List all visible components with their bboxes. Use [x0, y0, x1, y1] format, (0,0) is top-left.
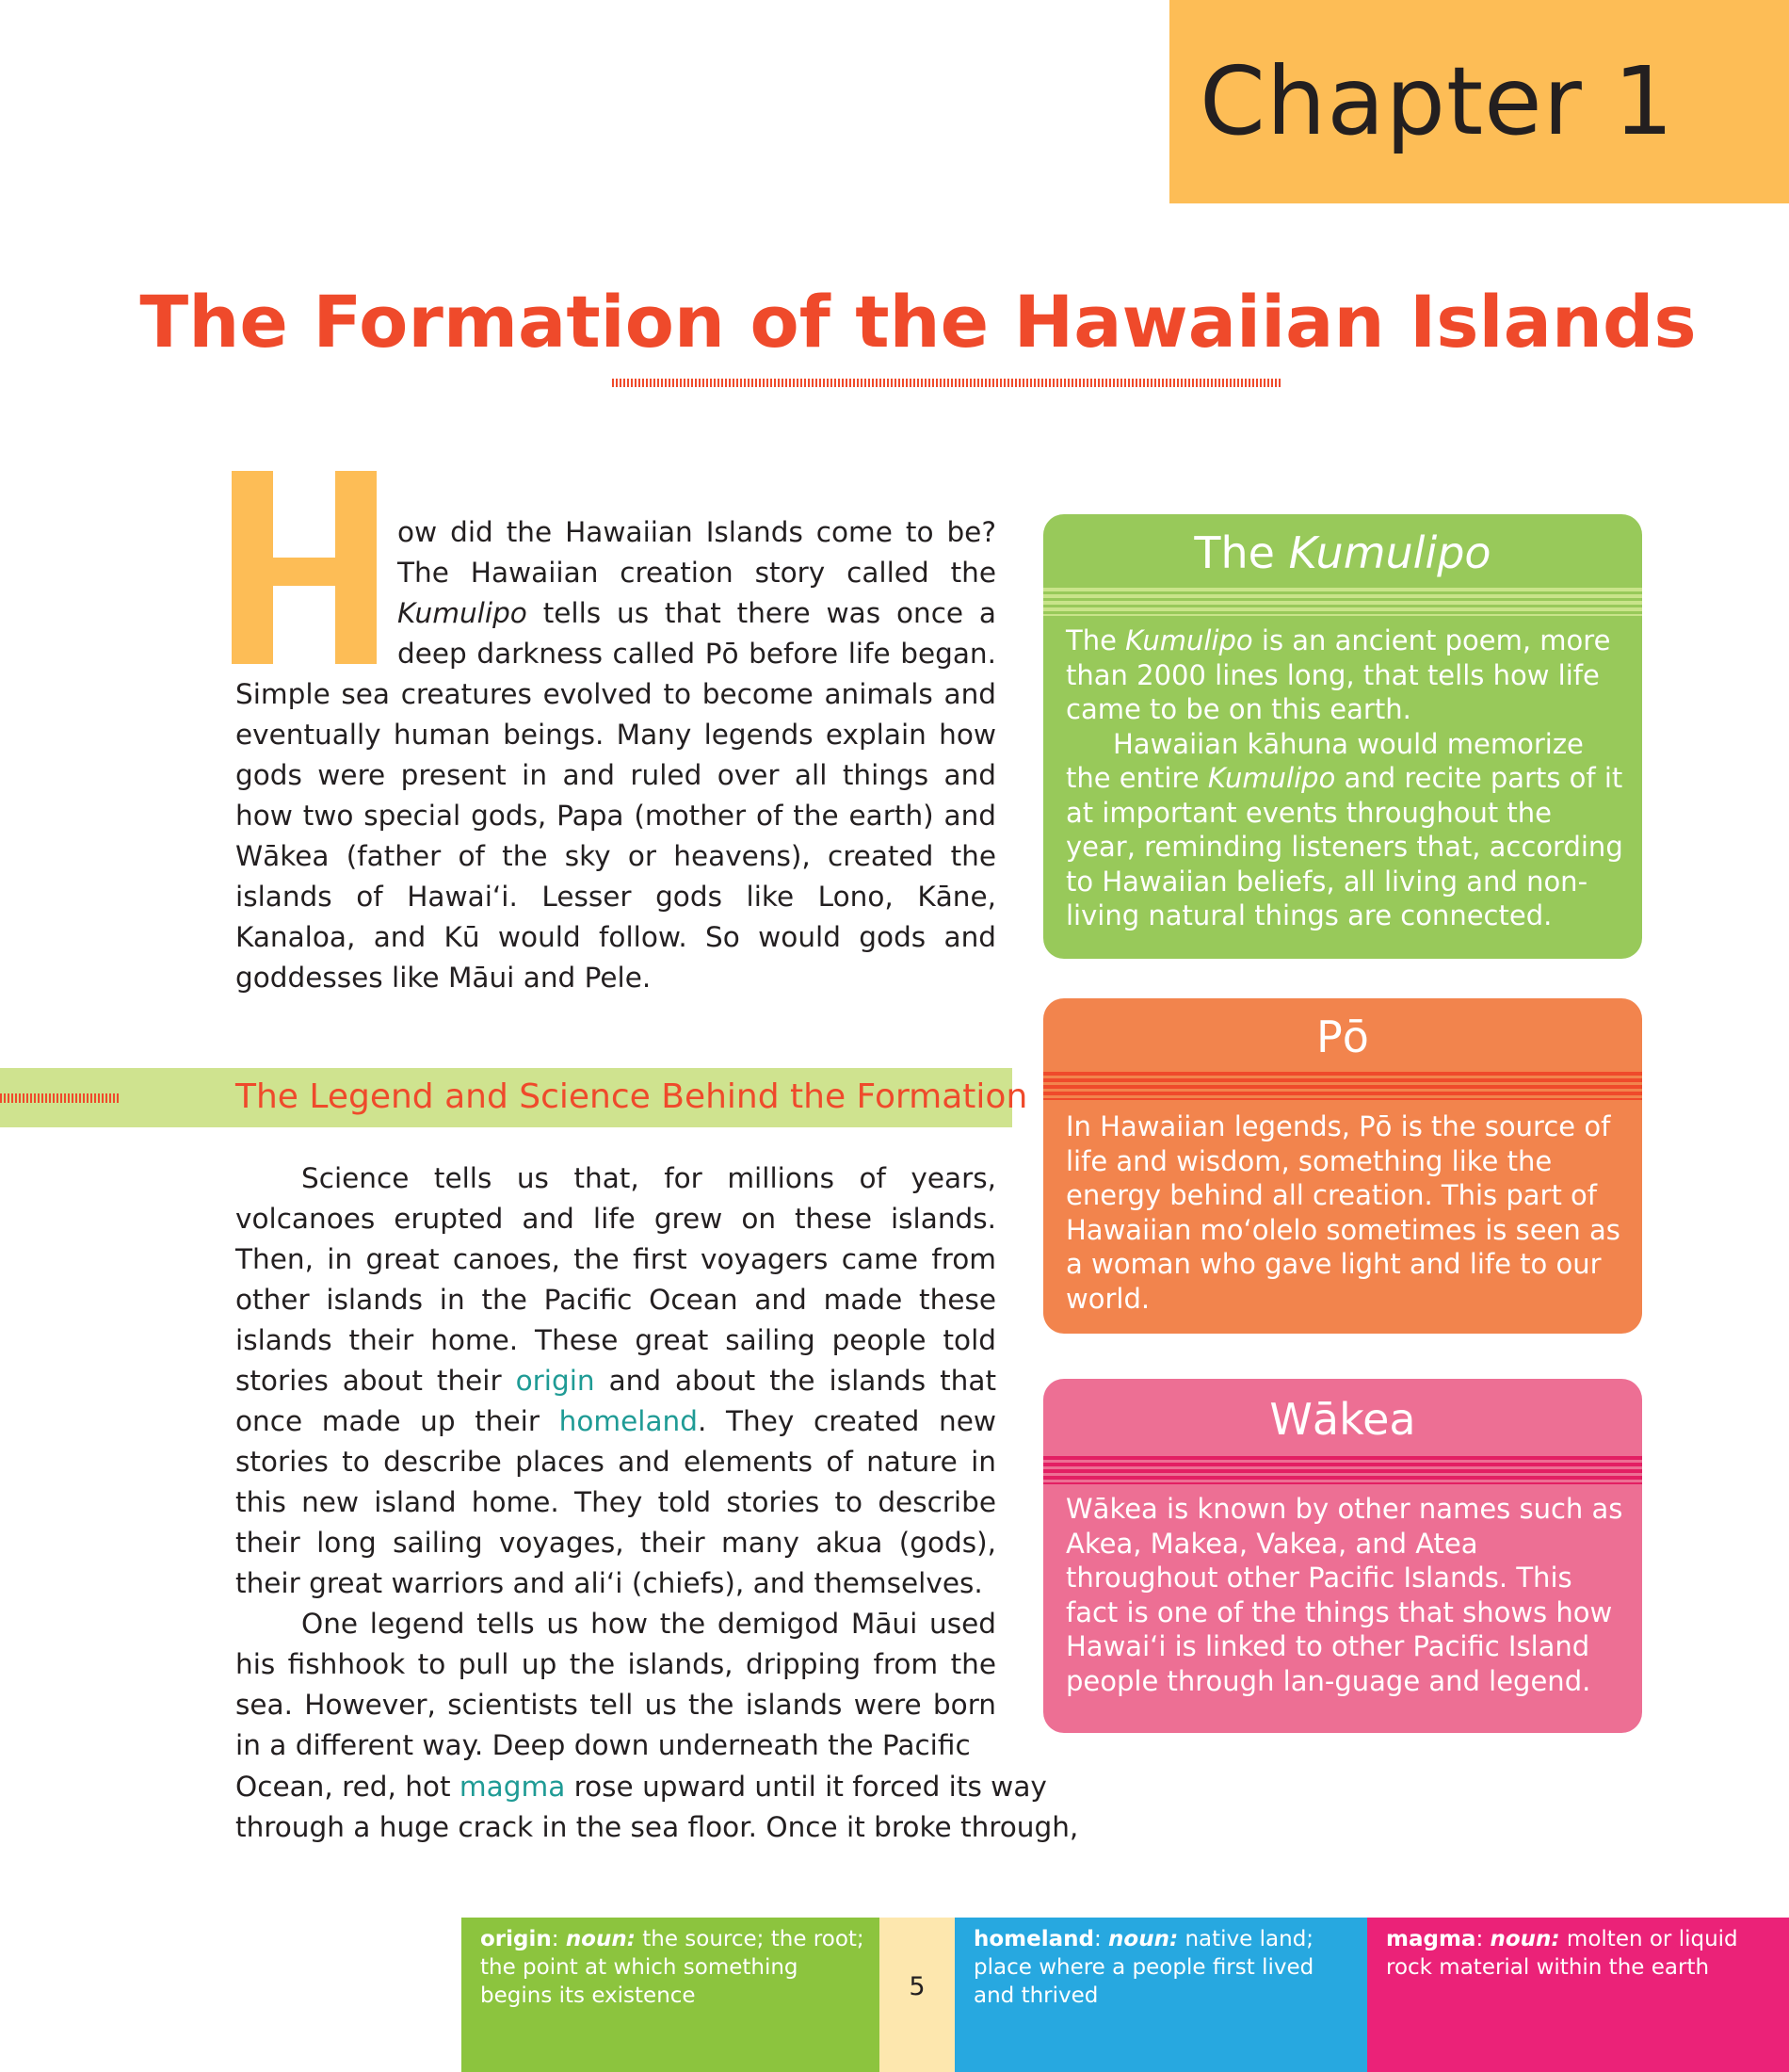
- intro-italic: Kumulipo: [397, 597, 527, 629]
- intro-text-rest: tells us that there was once a deep darkness called Pō before life began. Simple sea creatures evolved to become animals and eventually human beings. Many legends explain how gods were present in and ruled over all things and how two special gods, Papa (mother of the earth) and Wākea (father of the sky or heavens), created the islands of Hawaiʻi. Lesser gods like Lono, Kāne, Kanaloa, and Kū would follow. So would gods and goddesses like Māui and Pele.: [235, 597, 996, 994]
- sidebar-stripes: [1043, 1072, 1642, 1100]
- section-heading-bar: [0, 1068, 1028, 1127]
- sidebar-stripes: [1043, 588, 1642, 616]
- glossary-magma: magma: noun: molten or liquid rock material within the earth: [1367, 1918, 1789, 2072]
- intro-paragraph: [235, 512, 996, 998]
- chapter-label: Chapter 1: [1200, 46, 1675, 156]
- sidebar-wakea: [1043, 1379, 1642, 1733]
- page-title: The Formation of the Hawaiian Islands: [139, 280, 1697, 364]
- sidebar-wakea-title: Wākea: [1269, 1394, 1416, 1445]
- paragraph-2: One legend tells us how the demigod Māui used his fishhook to pull up the islands, dripping from the sea. However, scientists tell us the islands were born in a different way. Deep down underneath the Pacific: [235, 1608, 996, 1761]
- intro-text-start: ow did the Hawaiian Islands come to be? The Hawaiian creation story called the: [397, 516, 996, 589]
- section-heading: The Legend and Science Behind the Formation: [235, 1077, 1028, 1116]
- vocab-homeland[interactable]: homeland: [558, 1405, 698, 1437]
- sidebar-po-title: Pō: [1316, 1012, 1369, 1062]
- paragraph-2-line-b: through a huge crack in the sea floor. Once it broke through,: [235, 1811, 1079, 1843]
- glossary-homeland: homeland: noun: native land; place where a people first lived and thrived: [955, 1918, 1367, 2072]
- sidebar-po-text: In Hawaiian legends, Pō is the source of life and wisdom, something like the energy behind all creation. This part of Hawaiian moʻolelo sometimes is seen as a woman who gave light and life to our world.: [1066, 1110, 1620, 1315]
- sidebar-kumulipo: [1043, 514, 1642, 959]
- glossary-origin: origin: noun: the source; the root; the point at which something begins its existence: [461, 1918, 879, 2072]
- section-ticks: [0, 1093, 119, 1103]
- main-text: [235, 1158, 996, 1766]
- sidebar-stripes: [1043, 1456, 1642, 1484]
- sidebar-kumulipo-text: The Kumulipo is an ancient poem, more than 2000 lines long, that tells how life came to be on this earth. Hawaiian kāhuna would memorize the entire Kumulipo and recite parts of it at important events throughout the year, reminding listeners that, according to Hawaiian beliefs, all living and non-living natural things are connected.: [1066, 624, 1623, 931]
- paragraph-2-line-a: Ocean, red, hot magma rose upward until it forced its way: [235, 1771, 1047, 1803]
- sidebar-kumulipo-title: The Kumulipo: [1194, 527, 1491, 578]
- page-number: 5: [909, 1972, 926, 2001]
- sidebar-po: [1043, 998, 1642, 1334]
- vocab-origin[interactable]: origin: [515, 1365, 595, 1397]
- vocab-magma[interactable]: magma: [459, 1771, 566, 1803]
- chapter-tab: [1169, 0, 1789, 203]
- sidebar-wakea-text: Wākea is known by other names such as Akea, Makea, Vakea, and Atea throughout other Pacific Islands. This fact is one of the things that shows how Hawaiʻi is linked to other Pacific Island people through lan-guage and legend.: [1066, 1493, 1623, 1697]
- paragraph-1: Science tells us that, for millions of years, volcanoes erupted and life grew on these islands. Then, in great canoes, the first voyagers came from other islands in the Pacific Ocean and made these islands their home. These great sailing people told stories about their origin and about the islands that once made up their homeland. They created new stories to describe places and elements of nature in this new island home. They told stories to describe their long sailing voyages, their many akua (gods), their great warriors and aliʻi (chiefs), and themselves.: [235, 1162, 997, 1599]
- page-number-box: [879, 1918, 955, 2072]
- title-underline: [612, 379, 1281, 387]
